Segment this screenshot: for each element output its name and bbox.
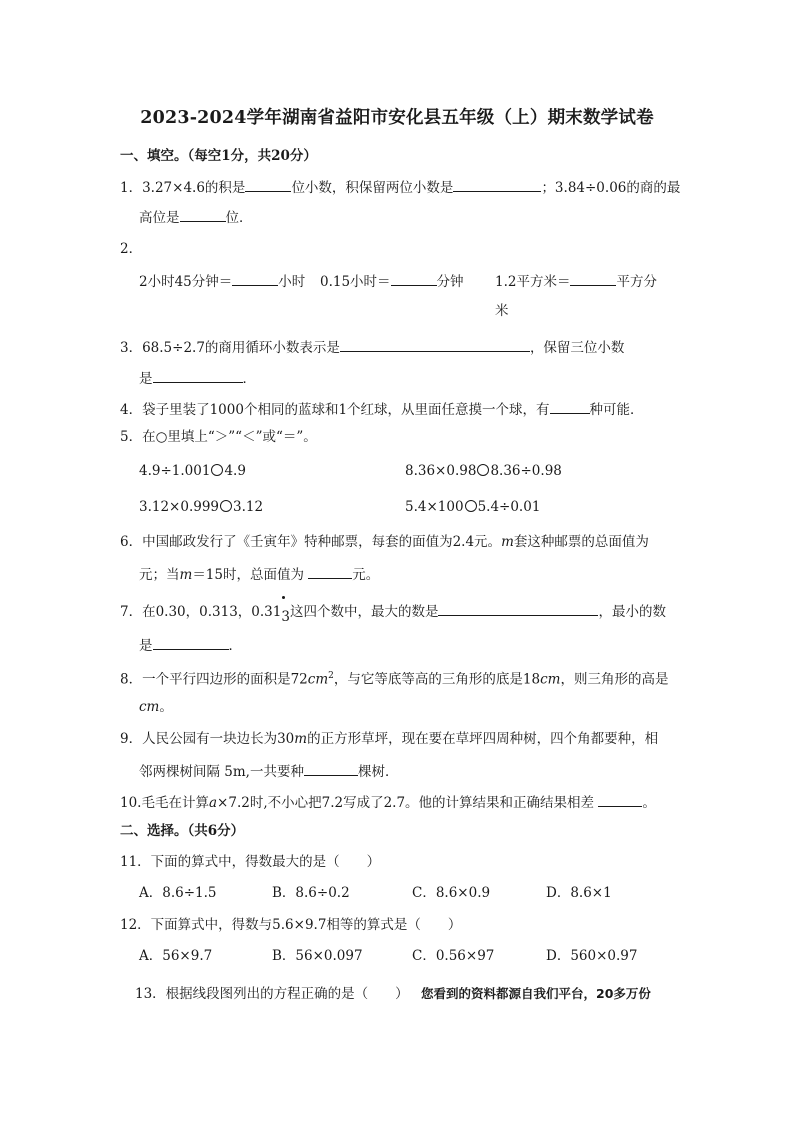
q10-text-a: 10.毛毛在计算 xyxy=(120,795,209,811)
question-12-stem: 12．下面算式中，得数与5.6×9.7相等的算式是（ ） xyxy=(120,917,462,933)
q4-text-b: 种可能． xyxy=(589,402,644,418)
q5-expr-2-left: 8.36×0.98 xyxy=(405,463,477,479)
compare-circle[interactable] xyxy=(220,500,232,512)
q6-blank-1[interactable] xyxy=(308,564,352,579)
q10-text-c: 。 xyxy=(642,795,656,811)
question-3-line-2 xyxy=(139,368,256,388)
question-4 xyxy=(120,399,644,419)
q5-expr-4-left: 5.4×100 xyxy=(405,499,464,515)
q11-option-d[interactable]: D．8.6×1 xyxy=(546,885,612,901)
question-7-line-2 xyxy=(139,635,242,655)
q9-blank-1[interactable] xyxy=(304,761,358,776)
question-2-part-b xyxy=(320,271,464,291)
q1-text-e: 位． xyxy=(225,210,253,226)
question-9-line-1 xyxy=(120,730,658,748)
question-2-part-c xyxy=(495,271,657,291)
q6-variable-2: m xyxy=(179,567,193,583)
q7-repeat-digit-text: 3 xyxy=(281,609,290,625)
q10-text-b: ×7.2时,不小心把7.2写成了2.7。他的计算结果和正确结果相差 xyxy=(217,795,595,811)
compare-circle[interactable] xyxy=(211,464,223,476)
q5-expr-1-left: 4.9÷1.001 xyxy=(139,463,211,479)
q8-text-c: ，则三角形的高是 xyxy=(560,671,669,688)
q12-option-d[interactable]: D．560×0.97 xyxy=(546,948,638,964)
q2-blank-3[interactable] xyxy=(570,271,616,286)
q6-text-b: 套这种邮票的总面值为 xyxy=(513,534,649,550)
q4-blank-1[interactable] xyxy=(550,399,590,414)
question-1-line-2 xyxy=(139,207,253,227)
q5-compare-1 xyxy=(139,462,246,480)
q1-blank-1[interactable] xyxy=(245,177,291,192)
q2-text-c: 0.15小时＝ xyxy=(320,274,391,290)
q5-compare-3 xyxy=(139,498,263,516)
q9-text-b: 的正方形草坪，现在要在草坪四周种树，四个角都要种，相 xyxy=(307,731,659,747)
q7-text-e: ． xyxy=(228,638,242,654)
question-11-stem: 11．下面的算式中，得数最大的是（ ） xyxy=(120,854,381,870)
q2-text-e: 1.2平方米＝ xyxy=(495,274,571,290)
q2-text-b: 小时 xyxy=(278,274,306,290)
question-2-number: 2． xyxy=(120,241,143,257)
q7-text-b: 这四个数中，最大的数是 xyxy=(289,604,439,620)
question-13-stem: 13．根据线段图列出的方程正确的是（ ） xyxy=(135,986,409,1002)
question-9-line-2 xyxy=(139,761,398,781)
q6-text-e: 元。 xyxy=(352,567,380,583)
q3-blank-1[interactable] xyxy=(340,337,530,352)
q5-expr-4-right: 5.4÷0.01 xyxy=(477,499,541,515)
q6-text-a: 6．中国邮政发行了《壬寅年》特种邮票，每套的面值为2.4元。 xyxy=(120,534,502,550)
question-6-line-1 xyxy=(120,533,649,551)
q12-option-a[interactable]: A．56×9.7 xyxy=(139,948,213,964)
q7-repeating-digit xyxy=(281,608,290,626)
q2-text-a: 2小时45分钟＝ xyxy=(139,274,233,290)
q9-unit: m xyxy=(294,731,308,747)
q6-text-c: 元；当 xyxy=(139,567,180,583)
q9-text-d: 棵树． xyxy=(357,764,399,780)
q3-text-a: 3．68.5÷2.7的商用循环小数表示是 xyxy=(120,340,340,356)
q1-text-a: 1．3.27×4.6的积是 xyxy=(120,180,246,196)
exam-title: 2023-2024学年湖南省益阳市安化县五年级（上）期末数学试卷 xyxy=(140,108,654,128)
q2-blank-2[interactable] xyxy=(391,271,437,286)
question-1-line-1 xyxy=(120,177,680,197)
q12-option-c[interactable]: C．0.56×97 xyxy=(412,948,495,964)
q10-blank-1[interactable] xyxy=(598,792,642,807)
q8-text-d: 。 xyxy=(159,699,173,715)
question-2-part-c-wrap: 米 xyxy=(495,303,509,319)
q8-unit: cm xyxy=(307,671,329,688)
q11-option-c[interactable]: C．8.6×0.9 xyxy=(412,885,491,901)
q5-expr-1-right: 4.9 xyxy=(224,463,246,479)
q8-unit-2: cm xyxy=(540,671,561,688)
question-7-line-1 xyxy=(120,601,666,625)
q9-text-a: 9．人民公园有一块边长为30 xyxy=(120,731,295,747)
q6-text-d: ＝15时，总面值为 xyxy=(192,567,304,583)
q7-text-d: 是 xyxy=(139,638,153,654)
question-10 xyxy=(120,792,656,812)
q2-text-d: 分钟 xyxy=(436,274,464,290)
q1-text-c: ；3.84÷0.06的商的最 xyxy=(541,180,681,196)
q2-blank-1[interactable] xyxy=(232,271,278,286)
section-fill-blank-heading: 一、填空。（每空1分，共20分） xyxy=(120,148,317,164)
q5-expr-2-right: 8.36÷0.98 xyxy=(490,463,562,479)
q1-blank-3[interactable] xyxy=(180,207,226,222)
compare-circle[interactable] xyxy=(477,464,489,476)
compare-circle[interactable] xyxy=(465,500,477,512)
question-3-line-1 xyxy=(120,337,624,357)
question-2-part-a xyxy=(139,271,305,291)
q8-unit-3: cm xyxy=(139,699,160,715)
q3-text-b: ，保留三位小数 xyxy=(529,340,625,356)
q1-text-d: 高位是 xyxy=(139,210,180,226)
q11-option-b[interactable]: B．8.6÷0.2 xyxy=(272,885,350,901)
q6-variable: m xyxy=(501,534,514,550)
question-5-stem: 5．在○里填上“＞”“＜”或“＝”。 xyxy=(120,429,317,445)
q8-text-b: ，与它等底等高的三角形的底是18 xyxy=(333,671,541,688)
question-6-line-2 xyxy=(139,564,379,584)
question-8-line-2 xyxy=(139,698,173,716)
q3-blank-2[interactable] xyxy=(153,368,243,383)
watermark-ad-text: 您看到的资料都源自我们平台，20多万份 xyxy=(421,986,651,1001)
q9-text-c: 邻两棵树间隔 5m,一共要种 xyxy=(139,764,304,780)
q12-option-b[interactable]: B．56×0.097 xyxy=(272,948,363,964)
q5-expr-3-right: 3.12 xyxy=(233,499,264,515)
q1-text-b: 位小数，积保留两位小数是 xyxy=(291,180,454,196)
q7-text-a: 7．在0.30，0.313，0.31 xyxy=(120,604,282,620)
q3-text-c: 是 xyxy=(139,371,153,387)
question-8-line-1 xyxy=(120,667,668,689)
q8-text-a: 8．一个平行四边形的面积是72 xyxy=(120,671,308,688)
q7-text-c: ，最小的数 xyxy=(598,604,666,620)
q3-text-d: ． xyxy=(242,371,256,387)
repeating-decimal-dot xyxy=(282,596,285,599)
q10-variable: a xyxy=(208,795,218,811)
q1-blank-2[interactable] xyxy=(453,177,541,192)
q11-option-a[interactable]: A．8.6÷1.5 xyxy=(139,885,217,901)
q7-blank-1[interactable] xyxy=(438,601,598,616)
q5-compare-4 xyxy=(405,498,540,516)
section-choice-heading: 二、选择。（共6分） xyxy=(120,823,245,839)
q5-expr-3-left: 3.12×0.999 xyxy=(139,499,220,515)
q5-compare-2 xyxy=(405,462,562,480)
q4-text-a: 4．袋子里装了1000个相同的蓝球和1个红球，从里面任意摸一个球，有 xyxy=(120,402,550,418)
q7-blank-2[interactable] xyxy=(153,635,229,650)
q8-exponent: 2 xyxy=(328,671,334,681)
q2-text-f: 平方分 xyxy=(616,274,657,290)
